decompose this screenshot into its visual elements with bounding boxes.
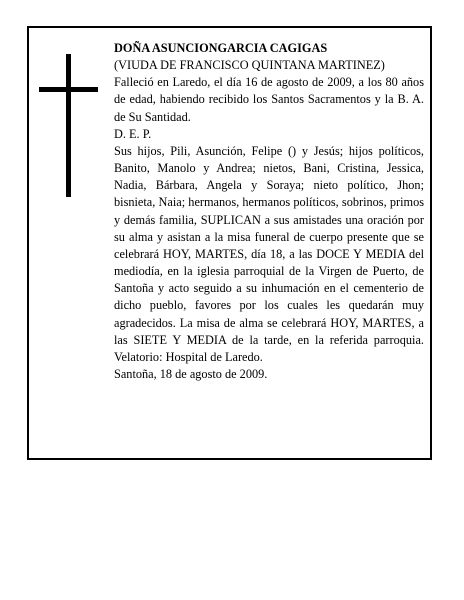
family-request-paragraph: Sus hijos, Pili, Asunción, Felipe () y Jesús; hijos políticos, Banito, Manolo y Andrea; nietos, Bani, Cristina, Jessica, Nadia, Bárbara, Angela y Soraya; nieto político, Jhon; bisnieta, Naia; hermanos, hermanos políticos, sobrinos, primos y demás familia, SUPLICAN a sus amistades una oración por su alma y asistan a la misa funeral de cuerpo presente que se celebrará HOY, MARTES, día 18, a las DOCE Y MEDIA del mediodía, en la iglesia parroquial de la Virgen de Puerto, de Santoña y acto seguido a su inhumación en el cementerio de dicho pueblo, favores por los cuales les quedarán muy agradecidos. La misa de alma se celebrará HOY, MARTES, a las SIETE Y MEDIA de la tarde, en la referida parroquia. Velatorio: Hospital de Laredo. [114,143,424,364]
cross-vertical-bar [66,54,71,197]
cross-horizontal-bar [39,87,98,92]
death-info-paragraph: Falleció en Laredo, el día 16 de agosto de 2009, a los 80 años de edad, habiendo recibido los Santos Sacramentos y la B. A. de Su Santidad. [114,75,424,124]
dep-line: D. E. P. [114,126,152,141]
deceased-name: DOÑA ASUNCIONGARCIA CAGIGAS [114,41,328,55]
place-date-line: Santoña, 18 de agosto de 2009. [114,366,268,381]
widow-of-line: (VIUDA DE FRANCISCO QUINTANA MARTINEZ) [114,58,385,73]
obituary-text-block [114,40,424,383]
